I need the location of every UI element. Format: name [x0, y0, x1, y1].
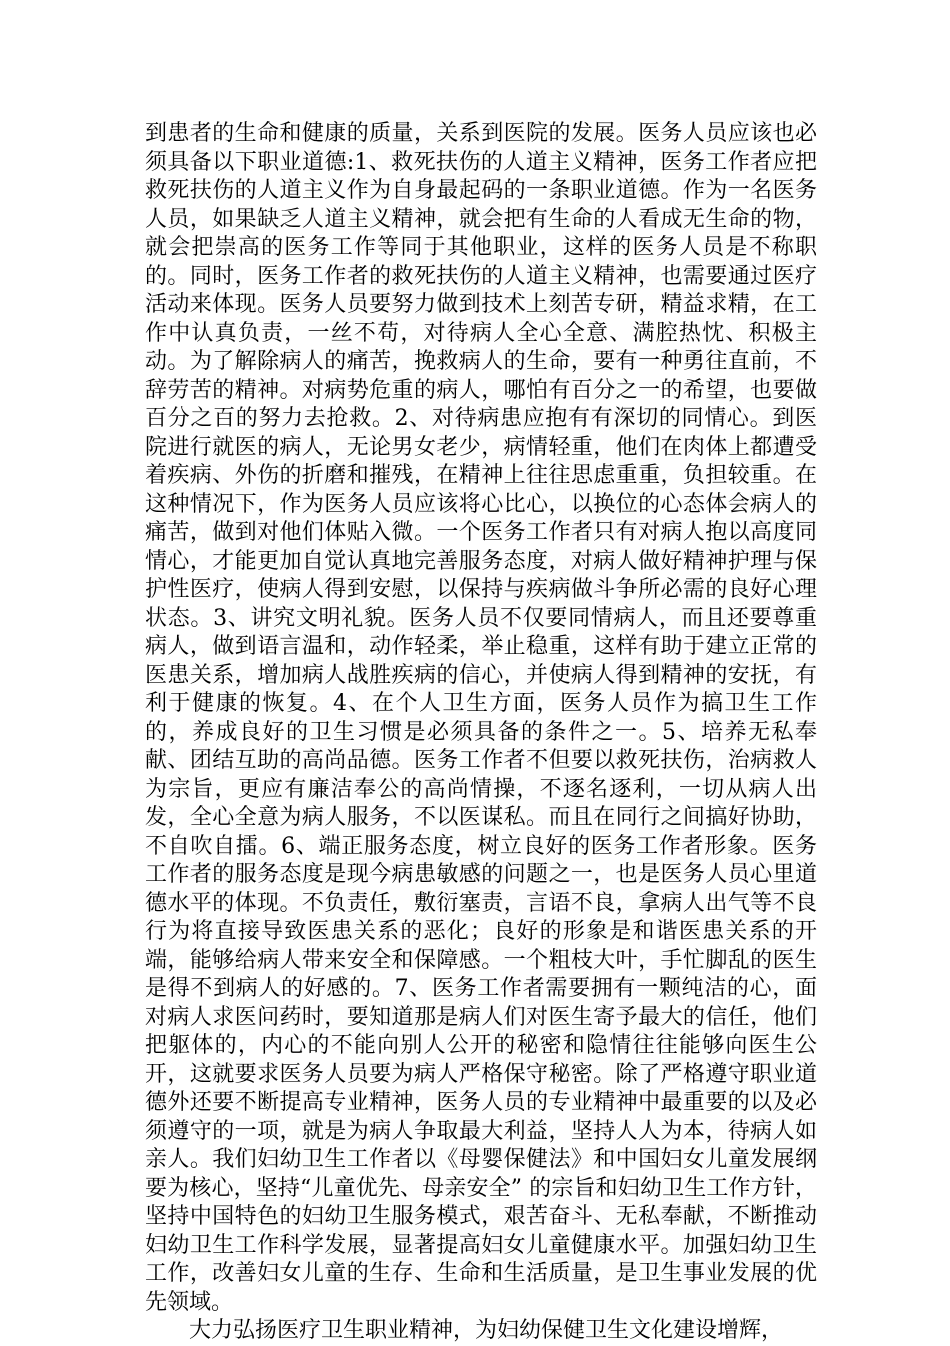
body-paragraph-1: 到患者的生命和健康的质量，关系到医院的发展。医务人员应该也必须具备以下职业道德:1、救死扶伤的人道主义精神，医务工作者应把救死扶伤的人道主义作为自身最起码的一条职业道德。作为一名医务人员，如果缺乏人道主义精神，就会把有生命的人看成无生命的物，就会把崇高的医务工作等同于其他职业，这样的医务人员是不称职的。同时，医务工作者的救死扶伤的人道主义精神，也需要通过医疗活动来体现。医务人员要努力做到技术上刻苦专研，精益求精，在工作中认真负责，一丝不苟，对待病人全心全意、满腔热忱、积极主动。为了解除病人的痛苦，挽救病人的生命，要有一种勇往直前，不辞劳苦的精神。对病势危重的病人，哪怕有百分之一的希望，也要做百分之百的努力去抢救。2、对待病患应抱有有深切的同情心。到医院进行就医的病人，无论男女老少，病情轻重，他们在肉体上都遭受着疾病、外伤的折磨和摧残，在精神上往往思虑重重，负担较重。在这种情况下，作为医务人员应该将心比心，以换位的心态体会病人的痛苦，做到对他们体贴入微。一个医务工作者只有对病人抱以高度同情心，才能更加自觉认真地完善服务态度，对病人做好精神护理与保护性医疗，使病人得到安慰，以保持与疾病做斗争所必需的良好心理状态。3、讲究文明礼貌。医务人员不仅要同情病人，而且还要尊重病人，做到语言温和，动作轻柔，举止稳重，这样有助于建立正常的医患关系，增加病人战胜疾病的信心，并使病人得到精神的安抚，有利于健康的恢复。4、在个人卫生方面，医务人员作为搞卫生工作的，养成良好的卫生习惯是必须具备的条件之一。5、培养无私奉献、团结互助的高尚品德。医务工作者不但要以救死扶伤，治病救人为宗旨，更应有廉洁奉公的高尚情操，不逐名逐利，一切从病人出发，全心全意为病人服务，不以医谋私。而且在同行之间搞好协助，不自吹自擂。6、端正服务态度，树立良好的医务工作者形象。医务工作者的服务态度是现今病患敏感的问题之一，也是医务人员心里道德水平的体现。不负责任，敷衍塞责，言语不良，拿病人出气等不良行为将直接导致医患关系的恶化；良好的形象是和谐医患关系的开端，能够给病人带来安全和保障感。一个粗枝大叶，手忙脚乱的医生是得不到病人的好感的。7、医务工作者需要拥有一颗纯洁的心，面对病人求医问药时，要知道那是病人们对医生寄予最大的信任，他们把躯体的，内心的不能向别人公开的秘密和隐情往往能够向医生公开，这就要求医务人员要为病人严格保守秘密。除了严格遵守职业道德外还要不断提高专业精神，医务人员的专业精神中最重要的以及必须遵守的一项，就是为病人争取最大利益，坚持人人为本，待病人如亲人。我们妇幼卫生工作者以《母婴保健法》和中国妇女儿童发展纲要为核心，坚持“儿童优先、母亲安全” 的宗旨和妇幼卫生工作方针，坚持中国特色的妇幼卫生服务模式，艰苦奋斗、无私奉献，不断推动妇幼卫生工作科学发展，显著提高妇女儿童健康水平。加强妇幼卫生工作，改善妇女儿童的生存、生命和生活质量，是卫生事业发展的优先领域。 [145, 121, 817, 1315]
body-paragraph-2: 大力弘扬医疗卫生职业精神，为妇幼保健卫生文化建设增辉， [189, 1318, 784, 1343]
document-page [145, 120, 817, 1346]
